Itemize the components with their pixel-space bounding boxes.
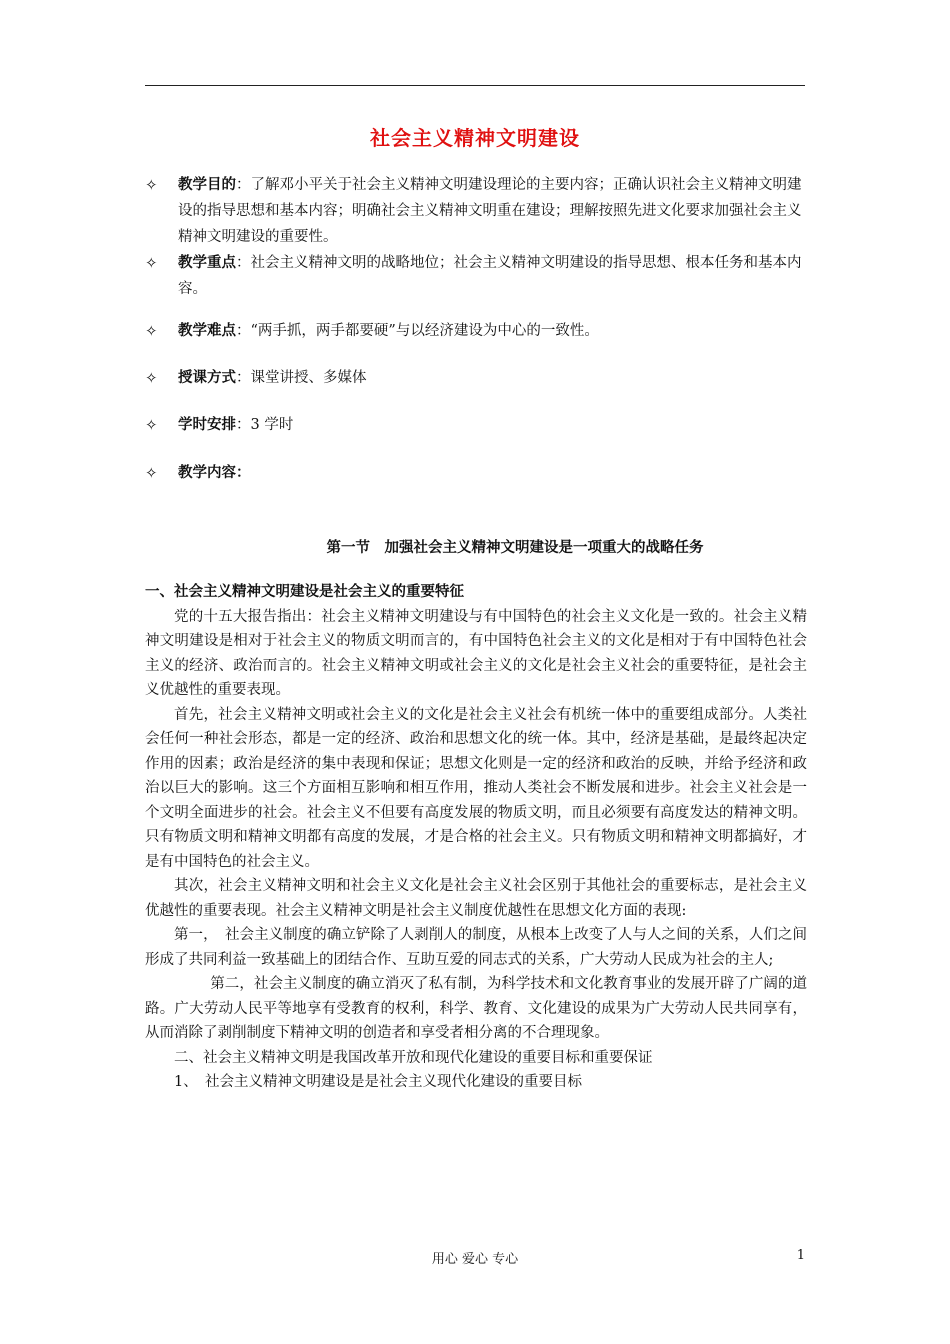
bullet-label: 授课方式 xyxy=(178,370,236,386)
footer-motto: 用心 爱心 专心 xyxy=(431,1252,519,1267)
diamond-icon: ✧ xyxy=(145,464,158,482)
bullet-text: 课堂讲授、多媒体 xyxy=(250,370,367,386)
bullet-hours: ✧ 学时安排：3 学时 xyxy=(145,412,805,438)
paragraph: 党的十五大报告指出：社会主义精神文明建设与有中国特色的社会主义文化是一致的。社会主义精神文明建设是相对于社会主义的物质文明而言的，有中国特色社会主义的文化是相对于有中国特色社会主义的经济、政治而言的。社会主义精神文明或社会主义的文化是社会主义社会的重要特征，是社会主义优越性的重要表现。 xyxy=(145,608,807,698)
page-footer xyxy=(145,1248,805,1267)
paragraph: 首先，社会主义精神文明或社会主义的文化是社会主义社会有机统一体中的重要组成部分。人类社会任何一种社会形态，都是一定的经济、政治和思想文化的统一体。其中，经济是基础，是最终起决定作用的因素；政治是经济的集中表现和保证；思想文化则是一定的经济和政治的反映，并给予经济和政治以巨大的影响。这三个方面相互影响和相互作用，推动人类社会不断发展和进步。社会主义社会是一个文明全面进步的社会。社会主义不但要有高度发展的物质文明，而且必须要有高度发达的精神文明。只有物质文明和精神文明都有高度的发展，才是合格的社会主义。只有物质文明和精神文明都搞好，才是有中国特色的社会主义。 xyxy=(145,706,807,870)
bullet-label: 教学难点 xyxy=(178,323,236,339)
bullet-key-points: ✧ 教学重点：社会主义精神文明的战略地位；社会主义精神文明建设的指导思想、根本任务和基本内容。 xyxy=(145,250,805,302)
bullet-teaching-method: ✧ 授课方式：课堂讲授、多媒体 xyxy=(145,365,805,391)
bullet-label: 教学目的 xyxy=(178,177,236,193)
diamond-icon: ✧ xyxy=(145,369,158,387)
diamond-icon: ✧ xyxy=(145,416,158,434)
diamond-icon: ✧ xyxy=(145,254,158,272)
diamond-icon: ✧ xyxy=(145,322,158,340)
bullet-text: 了解邓小平关于社会主义精神文明建设理论的主要内容；正确认识社会主义精神文明建设的指导思想和基本内容；明确社会主义精神文明重在建设；理解按照先进文化要求加强社会主义精神文明建设的重要性。 xyxy=(178,177,802,245)
diamond-icon: ✧ xyxy=(145,176,158,194)
bullet-text: 3 学时 xyxy=(250,417,294,433)
subheading: 1、 社会主义精神文明建设是是社会主义现代化建设的重要目标 xyxy=(174,1074,582,1090)
heading-2: 二、社会主义精神文明是我国改革开放和现代化建设的重要目标和重要保证 xyxy=(174,1049,653,1066)
header-rule xyxy=(145,85,805,86)
bullet-text: 社会主义精神文明的战略地位；社会主义精神文明建设的指导思想、根本任务和基本内容。 xyxy=(178,255,802,297)
bullet-label: 教学重点 xyxy=(178,255,236,271)
section-title: 第一节 加强社会主义精神文明建设是一项重大的战略任务 xyxy=(326,540,704,556)
paragraph: 第二，社会主义制度的确立消灭了私有制，为科学技术和文化教育事业的发展开辟了广阔的道路。广大劳动人民平等地享有受教育的权利，科学、教育、文化建设的成果为广大劳动人民共同享有，从而消除了剥削制度下精神文明的创造者和享受者相分离的不合理现象。 xyxy=(145,976,807,1041)
page-title: 社会主义精神文明建设 xyxy=(370,126,580,150)
bullet-text: “两手抓，两手都要硬”与以经济建设为中心的一致性。 xyxy=(250,323,599,339)
bullet-label: 学时安排 xyxy=(178,417,236,433)
bullet-teaching-goal: ✧ 教学目的：了解邓小平关于社会主义精神文明建设理论的主要内容；正确认识社会主义精神文明建设的指导思想和基本内容；明确社会主义精神文明重在建设；理解按照先进文化要求加强社会主义精神文明建设的重要性。 xyxy=(145,172,805,250)
bullet-content: ✧ 教学内容： xyxy=(145,460,805,486)
bullet-difficulty: ✧ 教学难点：“两手抓，两手都要硬”与以经济建设为中心的一致性。 xyxy=(145,318,805,344)
bullet-label: 教学内容 xyxy=(178,465,236,481)
page-number: 1 xyxy=(796,1248,805,1263)
heading-1: 一、社会主义精神文明建设是社会主义的重要特征 xyxy=(145,584,464,600)
paragraph: 第一， 社会主义制度的确立铲除了人剥削人的制度，从根本上改变了人与人之间的关系，人们之间形成了共同利益一致基础上的团结合作、互助互爱的同志式的关系，广大劳动人民成为社会的主人; xyxy=(145,927,807,968)
paragraph: 其次，社会主义精神文明和社会主义文化是社会主义社会区别于其他社会的重要标志，是社会主义优越性的重要表现。社会主义精神文明是社会主义制度优越性在思想文化方面的表现: xyxy=(145,878,807,919)
body-text xyxy=(145,580,807,1095)
